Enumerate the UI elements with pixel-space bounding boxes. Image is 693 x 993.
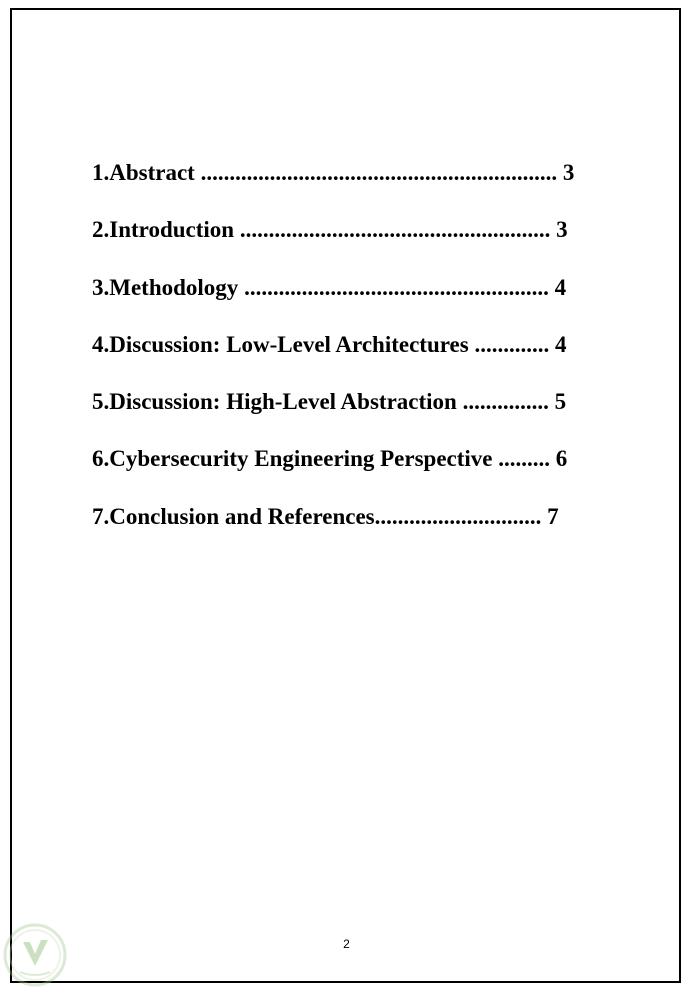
toc-entry-page: 4: [548, 274, 567, 300]
toc-entry-methodology[interactable]: [92, 271, 604, 328]
toc-entry-title: 2.Introduction: [92, 217, 235, 243]
toc-entry-leader: .............................: [374, 503, 542, 529]
toc-entry-page: 4: [549, 331, 567, 357]
toc-entry-page: 3: [550, 217, 568, 243]
toc-entry-leader: .........: [492, 446, 550, 472]
toc-entry-leader: .............: [468, 331, 550, 357]
toc-entry-title: 3.Methodology: [92, 274, 239, 300]
toc-entry-title: 7.Conclusion and References: [92, 503, 375, 529]
toc-entry-page: 3: [557, 160, 575, 185]
toc-entry-high-level[interactable]: [92, 385, 604, 442]
toc-entry-leader: ......................................................: [234, 217, 551, 243]
toc-entry-introduction[interactable]: [92, 213, 604, 270]
toc-entry-leader: ..............................................................: [194, 160, 558, 185]
toc-entry-conclusion[interactable]: [92, 500, 604, 557]
toc-entry-abstract[interactable]: [92, 156, 604, 213]
toc-entry-low-level[interactable]: [92, 328, 604, 385]
toc-entry-page: 5: [548, 389, 567, 415]
toc-entry-title: 5.Discussion: High-Level Abstraction: [92, 389, 457, 415]
toc-entry-title: 6.Cybersecurity Engineering Perspective: [92, 446, 493, 472]
page-number: 2: [343, 937, 350, 951]
toc-entry-title: 1.Abstract: [92, 160, 195, 185]
toc-entry-page: 6: [550, 446, 568, 472]
toc-entry-leader: .....................................................: [238, 274, 549, 300]
toc-entry-cybersecurity[interactable]: [92, 442, 604, 499]
table-of-contents: [92, 156, 604, 557]
toc-entry-leader: ...............: [456, 389, 549, 415]
watermark-logo-icon: [2, 922, 68, 988]
toc-entry-page: 7: [541, 503, 559, 529]
toc-entry-title: 4.Discussion: Low-Level Architectures: [92, 331, 469, 357]
